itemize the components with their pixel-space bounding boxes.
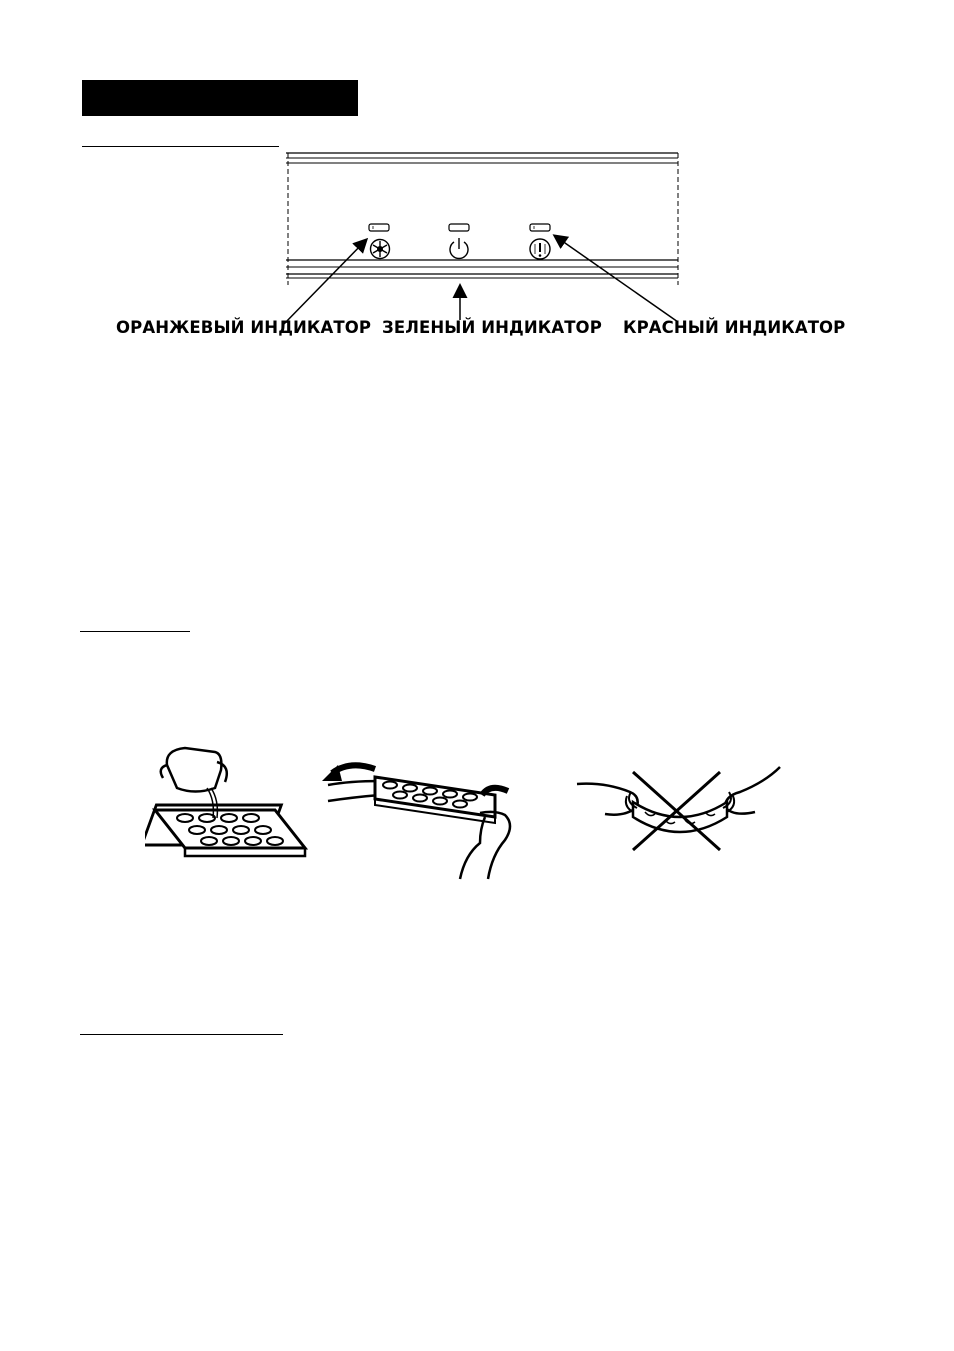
orange-arrow (283, 240, 366, 325)
subheading-rule-3 (80, 1034, 283, 1035)
green-indicator-label: ЗЕЛЕНЫЙ ИНДИКАТОР (382, 318, 602, 337)
red-indicator-label: КРАСНЫЙ ИНДИКАТОР (623, 318, 846, 337)
indicator-arrows (0, 0, 954, 400)
crossed-out-bending-tray-icon (575, 762, 785, 854)
red-arrow (555, 236, 678, 322)
orange-indicator-label: ОРАНЖЕВЫЙ ИНДИКАТОР (116, 318, 372, 337)
subheading-rule-2 (80, 631, 190, 632)
water-pitcher-filling-tray-icon (145, 740, 310, 880)
twisting-tray-icon (320, 755, 520, 880)
